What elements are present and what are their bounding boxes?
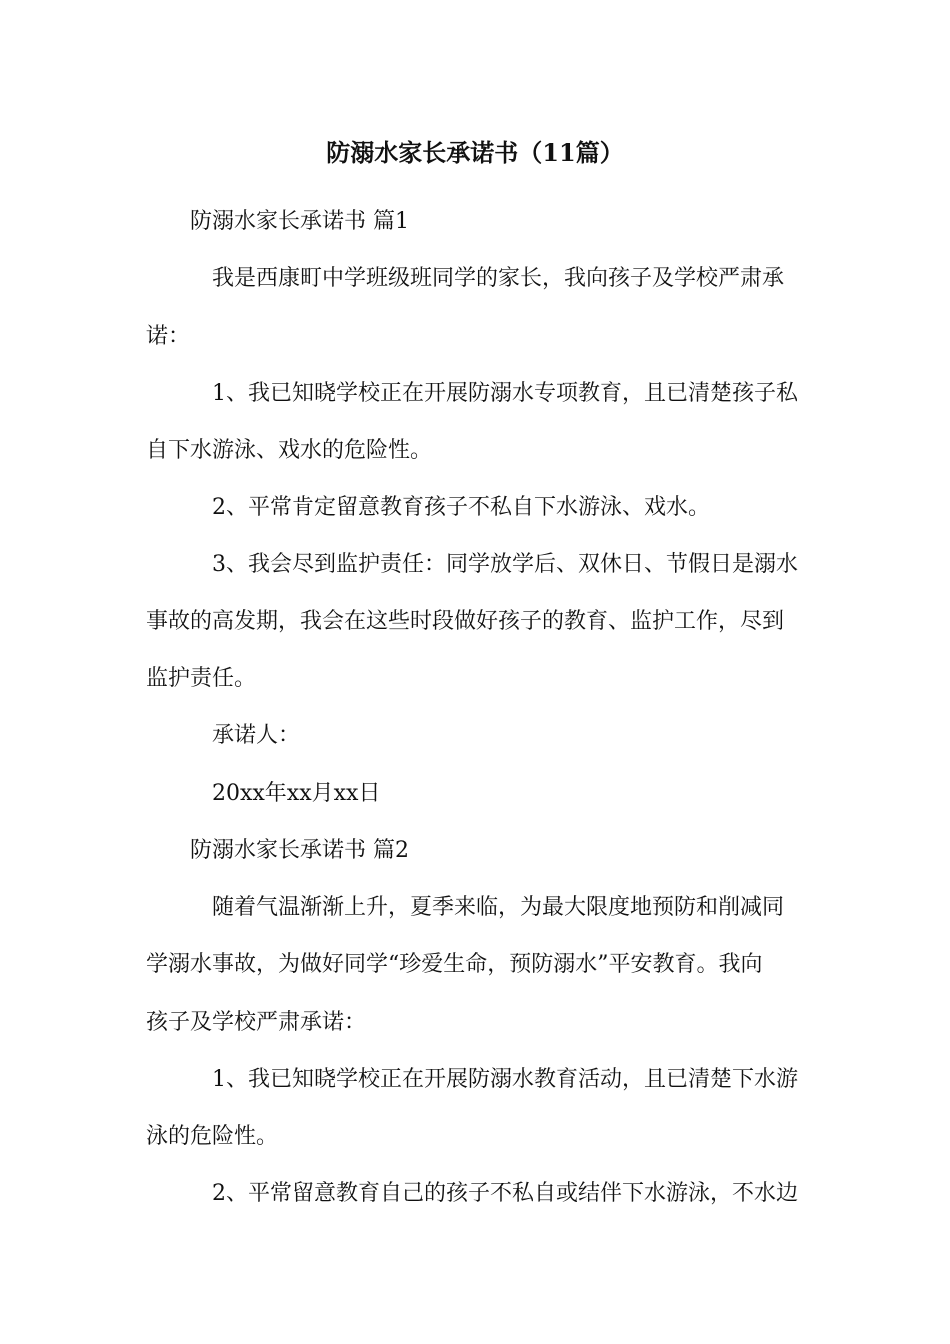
section-heading-1: 防溺水家长承诺书 篇1 [190, 209, 409, 234]
paragraph-line: 泳的危险性。 [146, 1124, 279, 1149]
paragraph-line: 学溺水事故，为做好同学“珍爱生命，预防溺水”平安教育。我向 [146, 952, 763, 977]
section-heading-2: 防溺水家长承诺书 篇2 [190, 838, 409, 863]
document-title: 防溺水家长承诺书（11篇） [326, 138, 624, 167]
paragraph-line: 孩子及学校严肃承诺： [146, 1010, 367, 1035]
paragraph-line: 诺： [146, 324, 191, 349]
paragraph-line: 2、平常留意教育自己的孩子不私自或结伴下水游泳，不水边 [212, 1181, 798, 1206]
paragraph-line: 监护责任。 [146, 666, 257, 691]
paragraph-line: 事故的高发期，我会在这些时段做好孩子的教育、监护工作，尽到 [146, 609, 785, 634]
paragraph-line: 随着气温渐渐上升，夏季来临，为最大限度地预防和削减同 [212, 895, 785, 920]
paragraph-line: 1、我已知晓学校正在开展防溺水专项教育，且已清楚孩子私 [212, 381, 798, 406]
paragraph-line: 1、我已知晓学校正在开展防溺水教育活动，且已清楚下水游 [212, 1067, 798, 1092]
date-line: 20xx年xx月xx日 [212, 781, 381, 806]
signature-label: 承诺人： [212, 723, 301, 748]
paragraph-line: 自下水游泳、戏水的危险性。 [146, 438, 433, 463]
paragraph-line: 我是西康町中学班级班同学的家长，我向孩子及学校严肃承 [212, 266, 785, 291]
paragraph-line: 2、平常肯定留意教育孩子不私自下水游泳、戏水。 [212, 495, 710, 520]
paragraph-line: 3、我会尽到监护责任：同学放学后、双休日、节假日是溺水 [212, 552, 798, 577]
